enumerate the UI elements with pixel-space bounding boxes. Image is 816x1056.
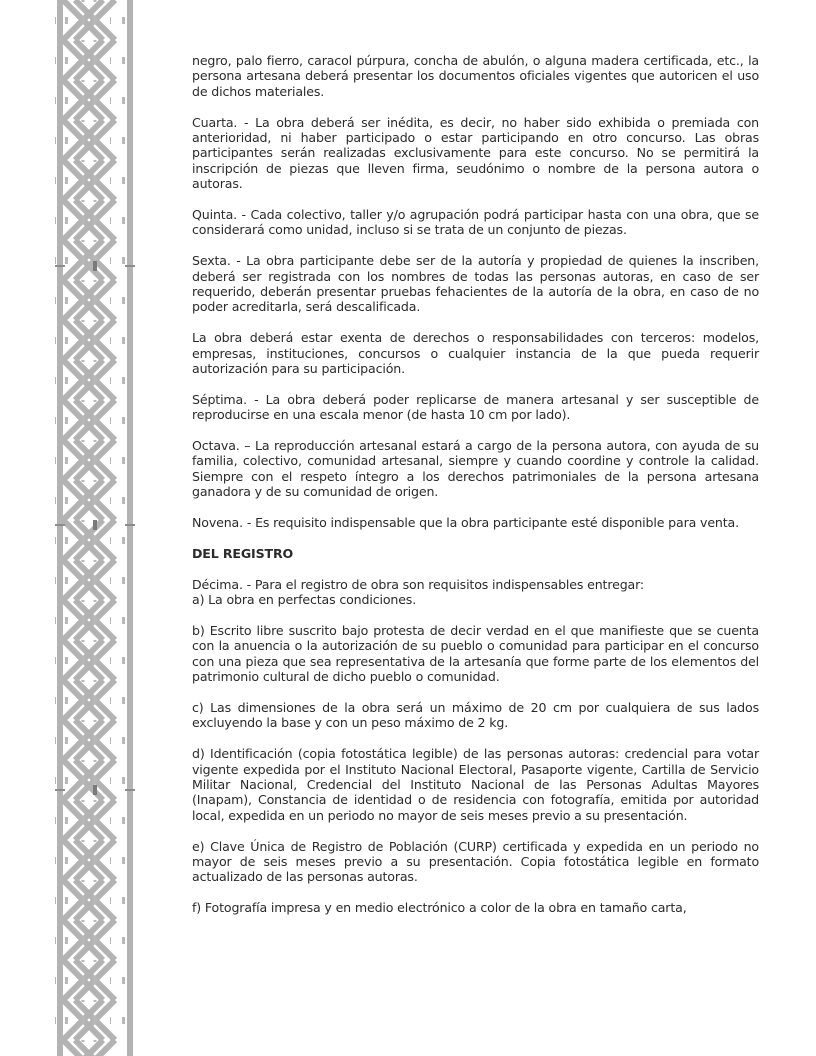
paragraph-octava: Octava. – La reproducción artesanal estará a cargo de la persona autora, con ayuda de su familia, colectivo, comunidad artesanal, siempre y cuando coordine y controle la calidad. Siempre con el respeto íntegro a los derechos patrimoniales de la persona artesana ganadora y de su comunidad de origen. — [192, 438, 759, 500]
list-item-e: e) Clave Única de Registro de Población (CURP) certificada y expedida en un periodo no mayor de seis meses previo a su presentación. Copia fotostática legible en formato actualizado de las personas autoras. — [192, 838, 759, 885]
decorative-border-pattern — [55, 0, 135, 1056]
paragraph-septima: Séptima. - La obra deberá poder replicarse de manera artesanal y ser susceptible de reproducirse en una escala menor (de hasta 10 cm por lado). — [192, 391, 759, 423]
paragraph-materials: negro, palo fierro, caracol púrpura, concha de abulón, o alguna madera certificada, etc., la persona artesana deberá presentar los documentos oficiales vigentes que autoricen el uso de dichos materiales. — [192, 53, 759, 99]
list-item-d: d) Identificación (copia fotostática legible) de las personas autoras: credencial para votar vigente expedida por el Instituto Nacional Electoral, Pasaporte vigente, Cartilla de Servicio Militar Nacional, Credencial del Instituto Nacional de las Personas Adultas Mayores (Inapam), Constancia de identidad o de residencia con fotografía, emitida por autoridad local, expedida en un periodo no mayor de seis meses previo a su presentación. — [192, 746, 759, 823]
section-registro — [192, 546, 759, 916]
paragraph-sexta: Sexta. - La obra participante debe ser de la autoría y propiedad de quienes la inscriben, deberá ser registrada con los nombres de todas las personas autoras, en caso de ser requerido, deberán presentar pruebas fehacientes de la autoría de la obra, en caso de no poder acreditarla, será descalificada. — [192, 253, 759, 315]
list-item-c: c) Las dimensiones de la obra será un máximo de 20 cm por cualquiera de sus lados excluyendo la base y con un peso máximo de 2 kg. — [192, 699, 759, 731]
paragraph-novena: Novena. - Es requisito indispensable que la obra participante esté disponible para venta. — [192, 515, 739, 531]
list-item-f: f) Fotografía impresa y en medio electrónico a color de la obra en tamaño carta, — [192, 900, 687, 916]
section-heading: DEL REGISTRO — [192, 545, 294, 561]
paragraph-exenta: La obra deberá estar exenta de derechos o responsabilidades con terceros: modelos, empresas, instituciones, concursos o cualquier instancia de la que pueda requerir autorización para su participación. — [192, 330, 759, 377]
list-item-b: b) Escrito libre suscrito bajo protesta de decir verdad en el que manifieste que se cuenta con la anuencia o la autorización de su pueblo o comunidad para participar en el concurso con una pieza que sea representativa de la artesanía que forme parte de los elementos del patrimonio cultural de dicho pueblo o comunidad. — [192, 622, 759, 685]
document-body — [192, 53, 759, 931]
paragraph-cuarta: Cuarta. - La obra deberá ser inédita, es decir, no haber sido exhibida o premiada con anterioridad, ni haber participado o estar participando en otro concurso. Las obras participantes serán realizadas exclusivamente para este concurso. No se permitirá la inscripción de piezas que lleven firma, seudónimo o nombre de la persona autora o autoras. — [192, 114, 759, 192]
paragraph-quinta: Quinta. - Cada colectivo, taller y/o agrupación podrá participar hasta con una obra, que se considerará como unidad, incluso si se trata de un conjunto de piezas. — [192, 207, 759, 238]
paragraph-decima: Décima. - Para el registro de obra son requisitos indispensables entregar: — [192, 576, 645, 592]
list-item-a: a) La obra en perfectas condiciones. — [192, 592, 417, 608]
